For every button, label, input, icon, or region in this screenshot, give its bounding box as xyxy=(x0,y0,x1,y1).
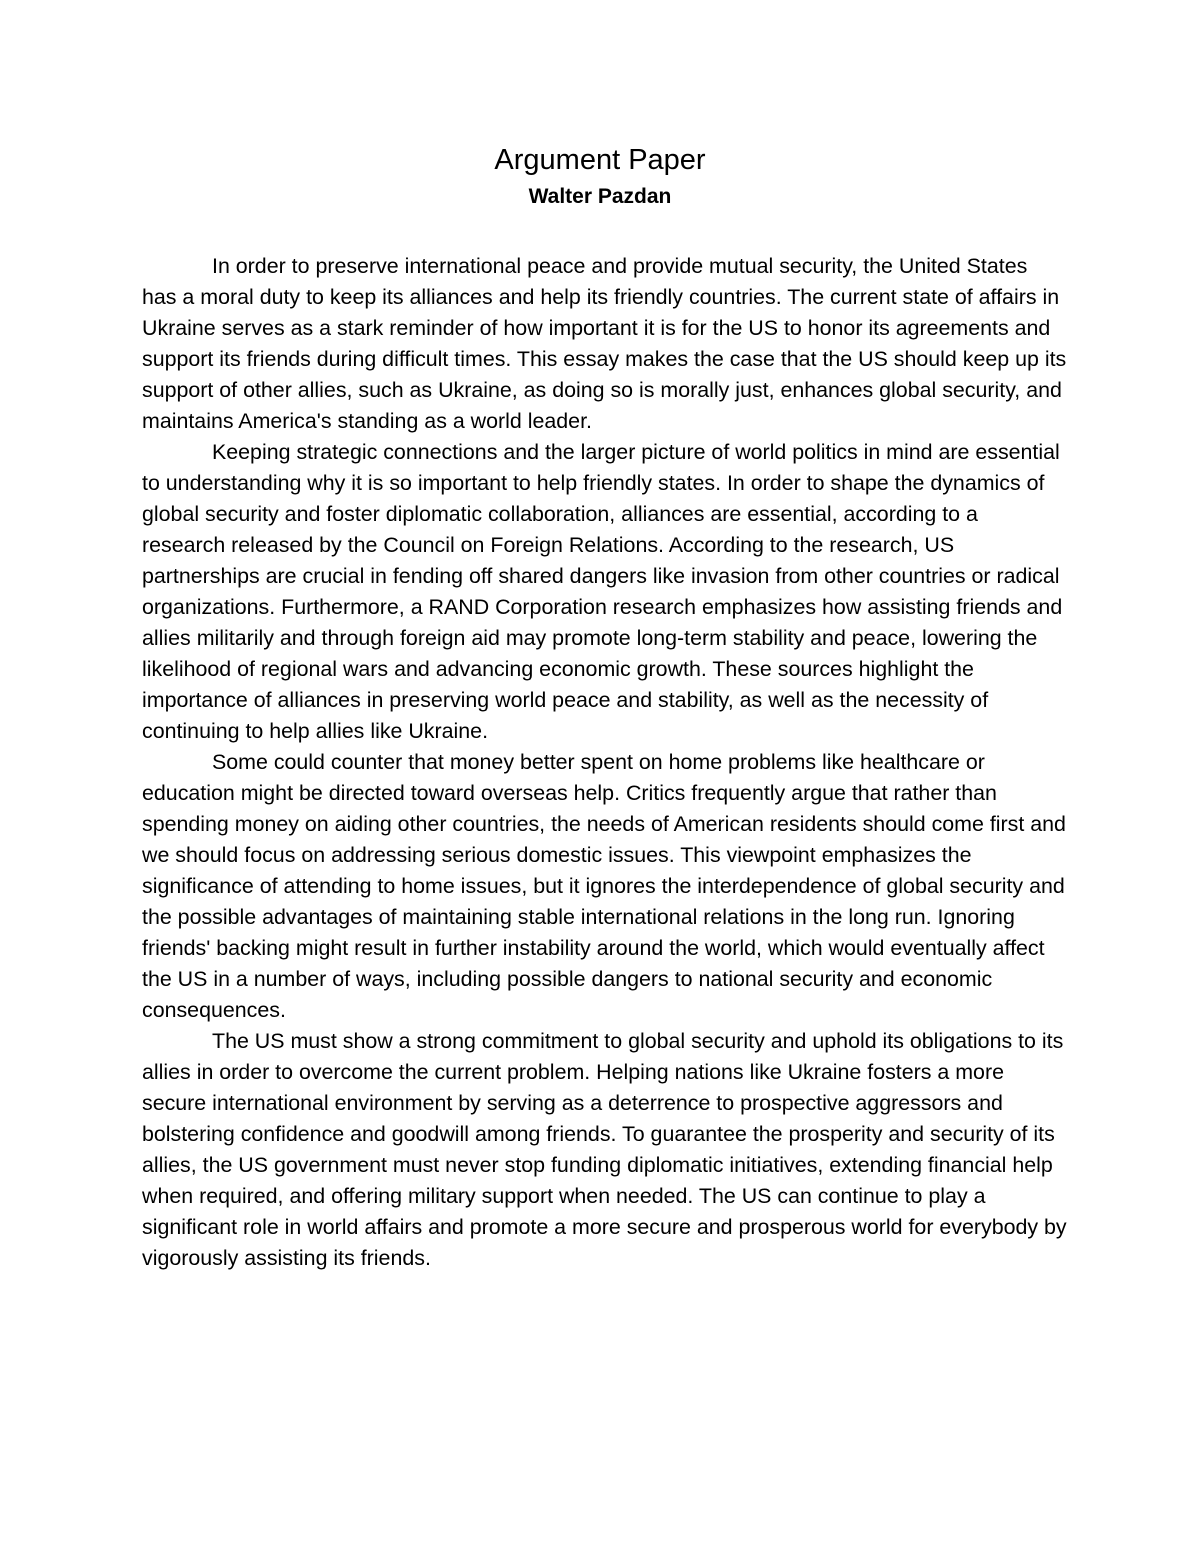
document-title: Argument Paper xyxy=(494,144,706,176)
paragraph-conclusion: The US must show a strong commitment to global security and uphold its obligations to its allies in order to overcome the current problem. Helping nations like Ukraine fosters a more secure international environment by serving as a deterrence to prospective aggressors and bolstering confidence and goodwill among friends. To guarantee the prosperity and security of its allies, the US government must never stop funding diplomatic initiatives, extending financial help when required, and offering military support when needed. The US can continue to play a significant role in world affairs and promote a more secure and prosperous world for everybody by vigorously assisting its friends. xyxy=(142,1029,1067,1270)
paragraph-alliances: Keeping strategic connections and the larger picture of world politics in mind are essential to understanding why it is so important to help friendly states. In order to shape the dynamics of global security and foster diplomatic collaboration, alliances are essential, according to a research released by the Council on Foreign Relations. According to the research, US partnerships are crucial in fending off shared dangers like invasion from other countries or radical organizations. Furthermore, a RAND Corporation research emphasizes how assisting friends and allies militarily and through foreign aid may promote long-term stability and peace, lowering the likelihood of regional wars and advancing economic growth. These sources highlight the importance of alliances in preserving world peace and stability, as well as the necessity of continuing to help allies like Ukraine. xyxy=(142,440,1063,743)
document-body xyxy=(142,251,1067,1274)
paragraph-counterargument: Some could counter that money better spent on home problems like healthcare or education might be directed toward overseas help. Critics frequently argue that rather than spending money on aiding other countries, the needs of American residents should come first and we should focus on addressing serious domestic issues. This viewpoint emphasizes the significance of attending to home issues, but it ignores the interdependence of global security and the possible advantages of maintaining stable international relations in the long run. Ignoring friends' backing might result in further instability around the world, which would eventually affect the US in a number of ways, including possible dangers to national security and economic consequences. xyxy=(142,750,1066,1022)
paragraph-introduction: In order to preserve international peace and provide mutual security, the United States has a moral duty to keep its alliances and help its friendly countries. The current state of affairs in Ukraine serves as a stark reminder of how important it is for the US to honor its agreements and support its friends during difficult times. This essay makes the case that the US should keep up its support of other allies, such as Ukraine, as doing so is morally just, enhances global security, and maintains America's standing as a world leader. xyxy=(142,254,1067,433)
author-name: Walter Pazdan xyxy=(528,185,672,208)
